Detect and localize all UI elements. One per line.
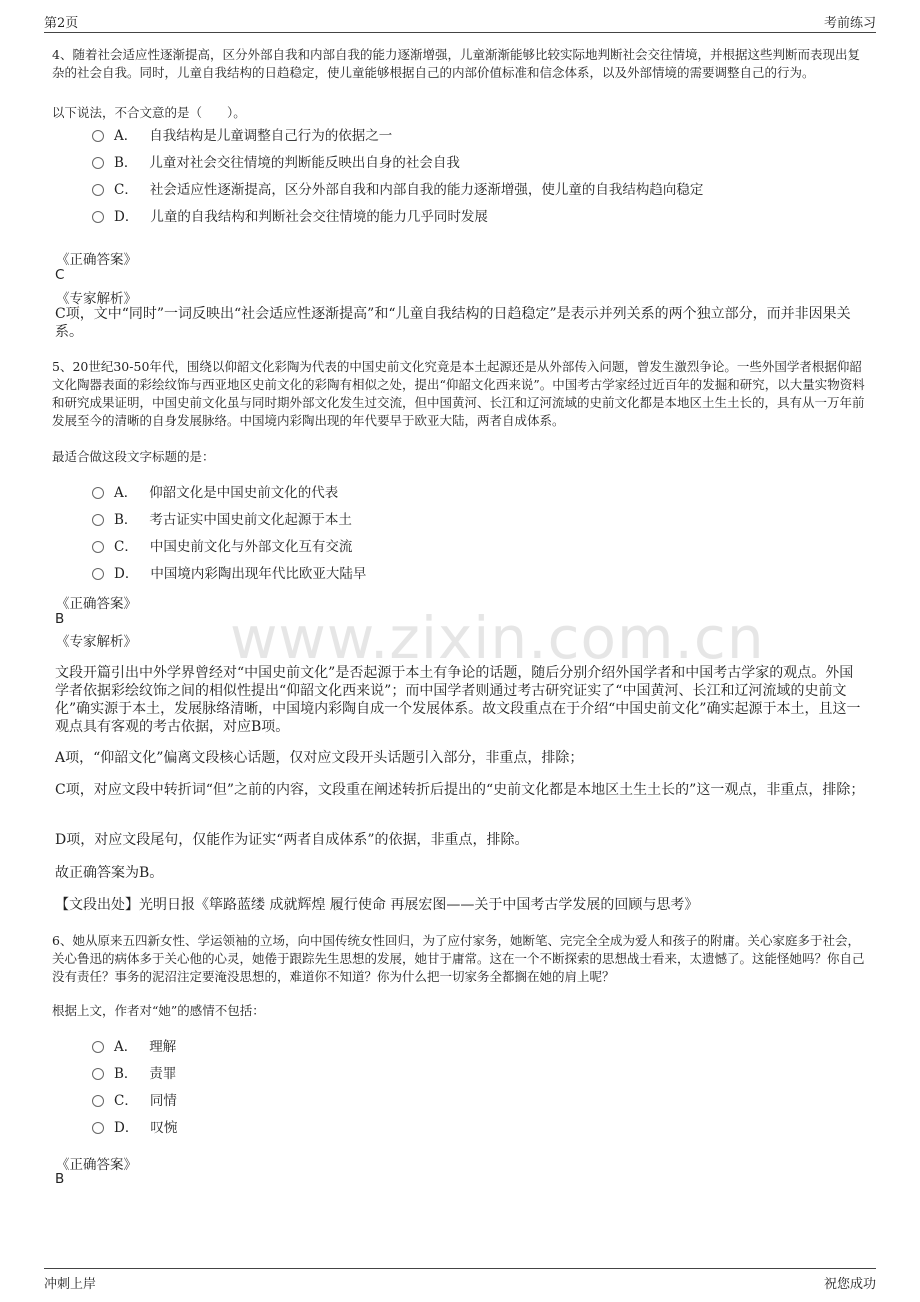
q5-option-c[interactable] — [92, 535, 352, 555]
option-text: 叹惋 — [150, 1120, 178, 1136]
q4-answer-label: 《正确答案》 — [56, 252, 137, 268]
footer-right-text: 祝您成功 — [823, 1277, 876, 1292]
radio-icon[interactable] — [92, 1122, 104, 1134]
option-letter: B． — [114, 512, 138, 528]
q6-option-c[interactable] — [92, 1089, 177, 1109]
radio-icon[interactable] — [92, 211, 104, 223]
q5-analysis-c: C项，对应文段中转折词“但”之前的内容，文段重在阐述转折后提出的“史前文化都是本地区土生土长的”这一观点，非重点，排除； — [55, 782, 865, 798]
option-letter: A． — [114, 128, 138, 144]
option-text: 儿童对社会交往情境的判断能反映出自身的社会自我 — [149, 155, 460, 171]
option-text: 社会适应性逐渐提高，区分外部自我和内部自我的能力逐渐增强，使儿童的自我结构趋向稳定 — [149, 182, 704, 198]
radio-icon[interactable] — [92, 1068, 104, 1080]
radio-icon[interactable] — [92, 541, 104, 553]
option-text: 考古证实中国史前文化起源于本土 — [149, 512, 352, 528]
option-text: 责罪 — [149, 1066, 177, 1082]
radio-icon[interactable] — [92, 184, 104, 196]
q4-option-a[interactable] — [92, 124, 392, 144]
page-header — [44, 10, 876, 33]
option-text: 中国境内彩陶出现年代比欧亚大陆早 — [150, 566, 367, 582]
q4-answer: C — [55, 267, 65, 283]
radio-icon[interactable] — [92, 487, 104, 499]
q5-answer-label: 《正确答案》 — [56, 596, 137, 612]
q5-option-a[interactable] — [92, 481, 338, 501]
option-text: 同情 — [149, 1093, 177, 1109]
option-text: 儿童的自我结构和判断社会交往情境的能力几乎同时发展 — [150, 209, 488, 225]
q5-stem: 5、20世纪30-50年代，围绕以仰韶文化彩陶为代表的中国史前文化究竟是本土起源还是从外部传入问题，曾发生激烈争论。一些外国学者根据仰韶文化陶器表面的彩绘纹饰与西亚地区史前文化的彩陶有相似之处，提出“仰韶文化西来说”。中国考古学家经过近百年的发掘和研究，以大量实物资料和研究成果证明，中国史前文化虽与同时期外部文化发生过交流，但中国黄河、长江和辽河流域的史前文化都是本地区土生土长的，具有从一万年前发展至今的清晰的自身发展脉络。中国境内彩陶出现的年代要早于欧亚大陆，两者自成体系。 — [52, 359, 865, 428]
q6-answer: B — [55, 1171, 65, 1187]
option-letter: A． — [114, 485, 138, 501]
q5-analysis-main: 文段开篇引出中外学界曾经对“中国史前文化”是否起源于本土有争论的话题，随后分别介绍外国学者和中国考古学家的观点。外国学者依据彩绘纹饰之间的相似性提出“仰韶文化西来说”；而中国学者则通过考古研究证实了“中国黄河、长江和辽河流域的史前文化”确实源于本土，发展脉络清晰，中国境内彩陶自成一个发展体系。故文段重点在于介绍“中国史前文化”确实起源于本土，且这一观点具有客观的考古依据，对应B项。 — [55, 665, 861, 735]
q4-analysis-label: 《专家解析》 — [56, 291, 137, 307]
option-letter: B． — [114, 155, 138, 171]
footer-left-text: 冲刺上岸 — [44, 1277, 97, 1292]
option-text: 自我结构是儿童调整自己行为的依据之一 — [149, 128, 393, 144]
q5-prompt: 最适合做这段文字标题的是： — [52, 449, 215, 464]
option-letter: B． — [114, 1066, 138, 1082]
option-text: 中国史前文化与外部文化互有交流 — [149, 539, 353, 555]
q4-option-b[interactable] — [92, 151, 460, 171]
q6-option-d[interactable] — [92, 1116, 177, 1136]
option-letter: D． — [114, 1120, 139, 1136]
option-letter: D． — [114, 566, 139, 582]
q6-option-b[interactable] — [92, 1062, 176, 1082]
q5-source: 【文段出处】光明日报《筚路蓝缕 成就辉煌 履行使命 再展宏图——关于中国考古学发展的回顾与思考》 — [55, 897, 699, 913]
q4-stem: 4、随着社会适应性逐渐提高，区分外部自我和内部自我的能力逐渐增强，儿童渐渐能够比较实际地判断社会交往情境，并根据这些判断而表现出复杂的社会自我。同时，儿童自我结构的日趋稳定，使儿童能够根据自己的内部价值标准和信念体系，以及外部情境的需要调整自己的行为。 — [52, 47, 860, 80]
q5-answer: B — [55, 611, 65, 627]
q5-option-d[interactable] — [92, 562, 366, 582]
q6-prompt: 根据上文，作者对“她”的感情不包括： — [52, 1003, 265, 1018]
q5-option-b[interactable] — [92, 508, 352, 528]
q5-analysis-label: 《专家解析》 — [56, 634, 137, 650]
watermark: www.zixin.com.cn — [230, 604, 765, 672]
q5-analysis-d: D项，对应文段尾句，仅能作为证实“两者自成体系”的依据，非重点，排除。 — [55, 832, 529, 848]
option-letter: C． — [114, 539, 138, 555]
radio-icon[interactable] — [92, 1095, 104, 1107]
radio-icon[interactable] — [92, 130, 104, 142]
q6-answer-label: 《正确答案》 — [56, 1157, 137, 1173]
radio-icon[interactable] — [92, 568, 104, 580]
q5-analysis-a: A项，“仰韶文化”偏离文段核心话题，仅对应文段开头话题引入部分，非重点，排除； — [55, 750, 584, 766]
q4-option-d[interactable] — [92, 205, 488, 225]
q6-stem: 6、她从原来五四新女性、学运领袖的立场，向中国传统女性回归，为了应付家务，她断笔、完完全全成为爱人和孩子的附庸。关心家庭多于社会，关心鲁迅的病体多于关心他的心灵，她倦于跟踪先生思想的发展，她甘于庸常。这在一个不断探索的思想战士看来，太遗憾了。这能怪她吗？你自己没有责任？事务的泥沼注定要淹没思想的，难道你不知道？你为什么把一切家务全都搁在她的肩上呢？ — [52, 933, 865, 984]
radio-icon[interactable] — [92, 157, 104, 169]
option-letter: A． — [114, 1039, 138, 1055]
header-title: 考前练习 — [823, 16, 876, 31]
q5-conclusion: 故正确答案为B。 — [55, 865, 164, 881]
q4-prompt: 以下说法，不合文意的是（ ）。 — [52, 105, 246, 120]
radio-icon[interactable] — [92, 514, 104, 526]
option-letter: D． — [114, 209, 139, 225]
option-text: 仰韶文化是中国史前文化的代表 — [149, 485, 339, 501]
page-footer — [44, 1268, 876, 1299]
option-letter: C． — [114, 1093, 138, 1109]
page-number: 第2页 — [44, 16, 79, 31]
q4-option-c[interactable] — [92, 178, 703, 198]
option-letter: C． — [114, 182, 138, 198]
q4-analysis: C项，文中“同时”一词反映出“社会适应性逐渐提高”和“儿童自我结构的日趋稳定”是表示并列关系的两个独立部分，而并非因果关系。 — [55, 306, 851, 340]
option-text: 理解 — [149, 1039, 177, 1055]
radio-icon[interactable] — [92, 1041, 104, 1053]
q6-option-a[interactable] — [92, 1035, 176, 1055]
